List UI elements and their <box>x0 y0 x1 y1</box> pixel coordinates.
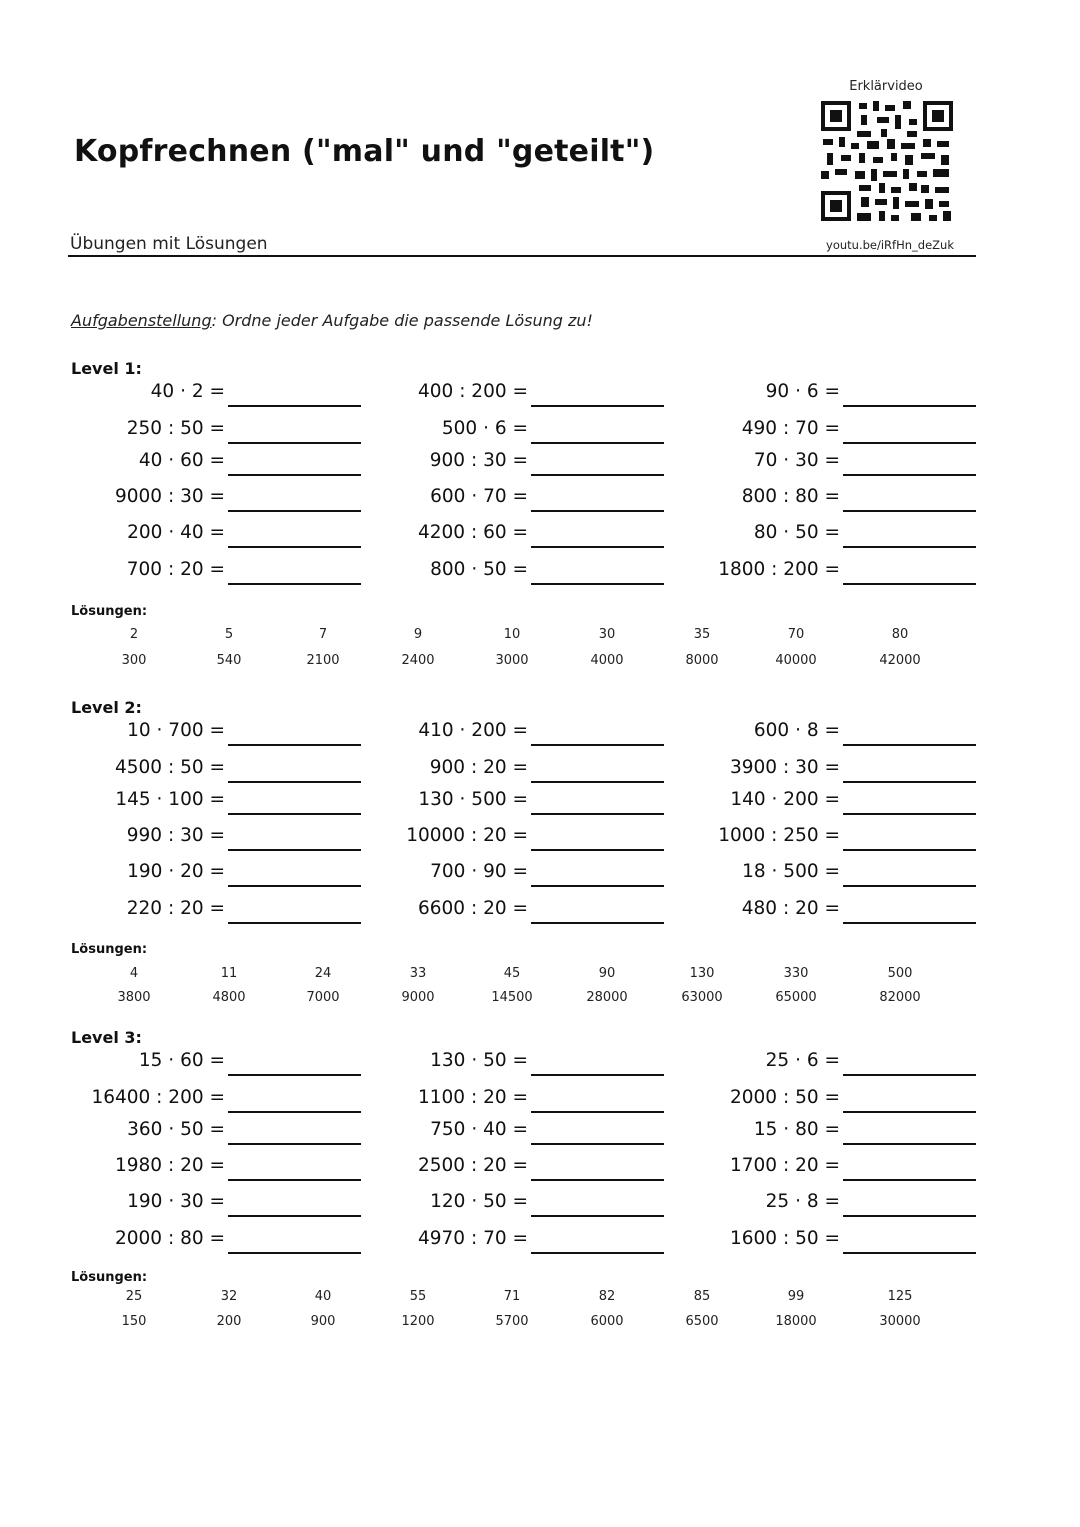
answer-blank[interactable] <box>531 849 664 851</box>
solution-value: 18000 <box>775 1314 817 1329</box>
task-expression: 600 · 8 = <box>753 720 840 741</box>
solution-value: 5 <box>224 627 234 642</box>
task-expression: 25 · 6 = <box>765 1050 840 1071</box>
solution-value: 82 <box>598 1289 616 1304</box>
solution-value: 3000 <box>495 653 529 668</box>
answer-blank[interactable] <box>228 546 361 548</box>
solution-value: 40 <box>314 1289 332 1304</box>
task-row <box>71 1228 976 1251</box>
solution-value: 80 <box>891 627 909 642</box>
answer-blank[interactable] <box>228 1143 361 1145</box>
solution-value: 28000 <box>586 990 628 1005</box>
answer-blank[interactable] <box>531 583 664 585</box>
solution-value: 35 <box>693 627 711 642</box>
solution-value: 200 <box>216 1314 242 1329</box>
answer-blank[interactable] <box>228 1074 361 1076</box>
answer-blank[interactable] <box>531 510 664 512</box>
task-expression: 750 · 40 = <box>430 1119 528 1140</box>
solution-value: 85 <box>693 1289 711 1304</box>
task-expression: 800 : 80 = <box>741 486 840 507</box>
answer-blank[interactable] <box>228 1252 361 1254</box>
task-row <box>71 1119 976 1142</box>
solution-value: 2100 <box>306 653 340 668</box>
answer-blank[interactable] <box>228 813 361 815</box>
task-expression: 3900 : 30 = <box>730 757 840 778</box>
qr-code-icon[interactable] <box>821 101 953 221</box>
answer-blank[interactable] <box>228 405 361 407</box>
answer-blank[interactable] <box>843 1111 976 1113</box>
answer-blank[interactable] <box>531 1111 664 1113</box>
answer-blank[interactable] <box>531 1074 664 1076</box>
task-expression: 700 · 90 = <box>430 861 528 882</box>
level-section <box>71 1028 1011 1348</box>
task-expression: 120 · 50 = <box>430 1191 528 1212</box>
answer-blank[interactable] <box>228 474 361 476</box>
answer-blank[interactable] <box>531 1215 664 1217</box>
task-row <box>71 861 976 884</box>
task-expression: 15 · 80 = <box>753 1119 840 1140</box>
instruction-text: : Ordne jeder Aufgabe die passende Lösung zu! <box>211 311 593 330</box>
answer-blank[interactable] <box>531 1252 664 1254</box>
task-expression: 80 · 50 = <box>753 522 840 543</box>
task-expression: 190 · 30 = <box>127 1191 225 1212</box>
task-row <box>71 1155 976 1178</box>
task-expression: 70 · 30 = <box>753 450 840 471</box>
answer-blank[interactable] <box>531 405 664 407</box>
task-row <box>71 720 976 743</box>
task-row <box>71 898 976 921</box>
answer-blank[interactable] <box>843 1143 976 1145</box>
task-expression: 1800 : 200 = <box>718 559 840 580</box>
answer-blank[interactable] <box>531 744 664 746</box>
task-expression: 2000 : 50 = <box>730 1087 840 1108</box>
task-row <box>71 825 976 848</box>
task-expression: 10 · 700 = <box>127 720 225 741</box>
task-expression: 130 · 500 = <box>418 789 528 810</box>
solution-value: 130 <box>689 966 715 981</box>
task-expression: 4970 : 70 = <box>418 1228 528 1249</box>
solutions-title: Lösungen: <box>71 1270 148 1285</box>
answer-blank[interactable] <box>531 885 664 887</box>
answer-blank[interactable] <box>228 849 361 851</box>
task-expression: 4200 : 60 = <box>418 522 528 543</box>
solution-value: 45 <box>503 966 521 981</box>
task-expression: 4500 : 50 = <box>115 757 225 778</box>
task-expression: 900 : 30 = <box>429 450 528 471</box>
answer-blank[interactable] <box>843 442 976 444</box>
task-expression: 360 · 50 = <box>127 1119 225 1140</box>
task-expression: 400 : 200 = <box>418 381 528 402</box>
answer-blank[interactable] <box>843 813 976 815</box>
solution-value: 99 <box>787 1289 805 1304</box>
answer-blank[interactable] <box>228 442 361 444</box>
answer-blank[interactable] <box>843 1215 976 1217</box>
answer-blank[interactable] <box>228 1111 361 1113</box>
task-row <box>71 381 976 404</box>
solution-value: 300 <box>121 653 147 668</box>
solution-value: 2 <box>129 627 139 642</box>
task-row <box>71 1050 976 1073</box>
task-row <box>71 522 976 545</box>
task-expression: 6600 : 20 = <box>418 898 528 919</box>
answer-blank[interactable] <box>531 1143 664 1145</box>
answer-blank[interactable] <box>531 474 664 476</box>
header-divider <box>68 255 976 257</box>
task-expression: 9000 : 30 = <box>115 486 225 507</box>
answer-blank[interactable] <box>843 1179 976 1181</box>
answer-blank[interactable] <box>228 885 361 887</box>
task-expression: 130 · 50 = <box>430 1050 528 1071</box>
solution-value: 42000 <box>879 653 921 668</box>
subtitle: Übungen mit Lösungen <box>70 234 268 254</box>
qr-caption: Erklärvideo <box>849 79 923 94</box>
answer-blank[interactable] <box>531 813 664 815</box>
level-title: Level 2: <box>71 698 142 717</box>
solution-value: 9000 <box>401 990 435 1005</box>
task-expression: 90 · 6 = <box>765 381 840 402</box>
task-expression: 410 · 200 = <box>418 720 528 741</box>
task-expression: 18 · 500 = <box>742 861 840 882</box>
solution-value: 330 <box>783 966 809 981</box>
answer-blank[interactable] <box>228 922 361 924</box>
task-row <box>71 757 976 780</box>
answer-blank[interactable] <box>531 442 664 444</box>
solution-value: 5700 <box>495 1314 529 1329</box>
solution-value: 4800 <box>212 990 246 1005</box>
instruction <box>71 311 593 330</box>
task-row <box>71 418 976 441</box>
answer-blank[interactable] <box>843 849 976 851</box>
solution-value: 30000 <box>879 1314 921 1329</box>
answer-blank[interactable] <box>843 781 976 783</box>
solution-value: 4 <box>129 966 139 981</box>
solution-value: 2400 <box>401 653 435 668</box>
solutions-title: Lösungen: <box>71 942 148 957</box>
task-expression: 145 · 100 = <box>115 789 225 810</box>
task-row <box>71 1087 976 1110</box>
instruction-label: Aufgabenstellung <box>71 311 212 330</box>
answer-blank[interactable] <box>531 546 664 548</box>
solution-value: 6000 <box>590 1314 624 1329</box>
answer-blank[interactable] <box>228 744 361 746</box>
solution-value: 24 <box>314 966 332 981</box>
solution-value: 1200 <box>401 1314 435 1329</box>
solution-value: 900 <box>310 1314 336 1329</box>
task-expression: 200 · 40 = <box>127 522 225 543</box>
answer-blank[interactable] <box>531 781 664 783</box>
task-expression: 250 : 50 = <box>126 418 225 439</box>
solution-value: 82000 <box>879 990 921 1005</box>
qr-url: youtu.be/iRfHn_deZuk <box>826 238 954 252</box>
level-title: Level 3: <box>71 1028 142 1047</box>
solution-value: 9 <box>413 627 423 642</box>
task-expression: 800 · 50 = <box>430 559 528 580</box>
level-title: Level 1: <box>71 359 142 378</box>
answer-blank[interactable] <box>843 583 976 585</box>
answer-blank[interactable] <box>843 744 976 746</box>
solution-value: 65000 <box>775 990 817 1005</box>
answer-blank[interactable] <box>843 922 976 924</box>
solution-value: 25 <box>125 1289 143 1304</box>
solution-value: 6500 <box>685 1314 719 1329</box>
level-section <box>71 698 1011 1018</box>
task-expression: 600 · 70 = <box>430 486 528 507</box>
task-expression: 1980 : 20 = <box>115 1155 225 1176</box>
answer-blank[interactable] <box>228 1179 361 1181</box>
task-expression: 480 : 20 = <box>741 898 840 919</box>
task-expression: 1100 : 20 = <box>418 1087 528 1108</box>
solution-value: 10 <box>503 627 521 642</box>
task-row <box>71 789 976 812</box>
page-title: Kopfrechnen ("mal" und "geteilt") <box>74 134 655 169</box>
task-expression: 220 : 20 = <box>126 898 225 919</box>
solution-value: 150 <box>121 1314 147 1329</box>
task-row <box>71 486 976 509</box>
solution-value: 71 <box>503 1289 521 1304</box>
task-expression: 190 · 20 = <box>127 861 225 882</box>
task-expression: 1700 : 20 = <box>730 1155 840 1176</box>
solution-value: 32 <box>220 1289 238 1304</box>
solution-value: 40000 <box>775 653 817 668</box>
task-expression: 40 · 2 = <box>150 381 225 402</box>
task-row <box>71 450 976 473</box>
solution-value: 125 <box>887 1289 913 1304</box>
solution-value: 4000 <box>590 653 624 668</box>
solution-value: 63000 <box>681 990 723 1005</box>
solution-value: 70 <box>787 627 805 642</box>
task-expression: 16400 : 200 = <box>91 1087 225 1108</box>
solutions-title: Lösungen: <box>71 604 148 619</box>
task-expression: 25 · 8 = <box>765 1191 840 1212</box>
task-expression: 40 · 60 = <box>138 450 225 471</box>
level-section <box>71 359 1011 679</box>
task-expression: 2000 : 80 = <box>115 1228 225 1249</box>
answer-blank[interactable] <box>228 583 361 585</box>
task-expression: 140 · 200 = <box>730 789 840 810</box>
solution-value: 33 <box>409 966 427 981</box>
solution-value: 8000 <box>685 653 719 668</box>
answer-blank[interactable] <box>228 510 361 512</box>
answer-blank[interactable] <box>228 781 361 783</box>
solution-value: 7 <box>318 627 328 642</box>
solution-value: 14500 <box>491 990 533 1005</box>
task-expression: 10000 : 20 = <box>406 825 528 846</box>
solution-value: 3800 <box>117 990 151 1005</box>
answer-blank[interactable] <box>843 546 976 548</box>
answer-blank[interactable] <box>843 474 976 476</box>
solution-value: 540 <box>216 653 242 668</box>
task-expression: 15 · 60 = <box>138 1050 225 1071</box>
task-row <box>71 559 976 582</box>
answer-blank[interactable] <box>843 405 976 407</box>
task-expression: 990 : 30 = <box>126 825 225 846</box>
answer-blank[interactable] <box>531 922 664 924</box>
task-expression: 2500 : 20 = <box>418 1155 528 1176</box>
solution-value: 500 <box>887 966 913 981</box>
solution-value: 55 <box>409 1289 427 1304</box>
answer-blank[interactable] <box>843 1252 976 1254</box>
task-expression: 900 : 20 = <box>429 757 528 778</box>
task-expression: 700 : 20 = <box>126 559 225 580</box>
solution-value: 7000 <box>306 990 340 1005</box>
task-row <box>71 1191 976 1214</box>
answer-blank[interactable] <box>843 510 976 512</box>
answer-blank[interactable] <box>843 1074 976 1076</box>
solution-value: 30 <box>598 627 616 642</box>
task-expression: 1000 : 250 = <box>718 825 840 846</box>
task-expression: 490 : 70 = <box>741 418 840 439</box>
answer-blank[interactable] <box>531 1179 664 1181</box>
task-expression: 1600 : 50 = <box>730 1228 840 1249</box>
answer-blank[interactable] <box>228 1215 361 1217</box>
solution-value: 11 <box>220 966 238 981</box>
task-expression: 500 · 6 = <box>441 418 528 439</box>
solution-value: 90 <box>598 966 616 981</box>
answer-blank[interactable] <box>843 885 976 887</box>
